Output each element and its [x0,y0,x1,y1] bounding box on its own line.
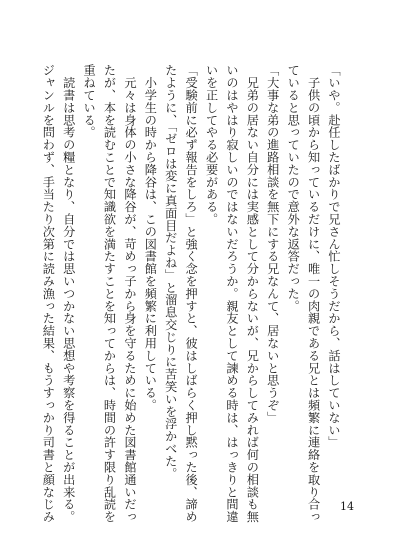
text-line: ジャンルを問わず、手当たり次第に読み漁った結果、もうすっかり司書と顔なじみ [41,64,56,523]
text-line: 小学生の時から降谷は、この図書館を頻繁に利用している。 [143,64,158,412]
text-line: 「大事な弟の進路相談を無下にする兄なんて、居ないと思うぞ」 [265,64,280,424]
text-line: 「いや。赴任したばかりで兄さん忙しそうだから、話はしていない」 [327,64,341,449]
text-line: 重ねている。 [82,64,97,139]
text-line: いのはやはり寂しいのではないだろうか。親友として諫める時は、はっきりと間違 [224,64,239,523]
page-number: 14 [340,500,354,513]
text-line: 読書は思考の糧となり、自分では思いつかない思想や考察を得ることが出来る。 [61,64,76,523]
text-line: たように、「ゼロは変に真面目だよね」と溜息交じりに苦笑いを浮かべた。 [163,64,178,480]
text-line: 元々は身体の小さな降谷が、苛めっ子から身を守るために始めた図書館通いだっ [122,64,137,523]
text-line: 子供の頃から知っているだけに、唯一の肉親である兄とは頻繁に連絡を取り合っ [306,64,321,523]
text-line: たが、本を読むことで知識欲を満たすことを知ってからは、時間の許す限り乱読を [102,64,117,523]
vertical-text-block [41,64,344,523]
text-line: ていると思っていたので意外な返答だった。 [286,64,301,312]
text-line: 兄弟の居ない自分には実感として分からないが、兄からしてみれば何の相談も無 [245,64,260,523]
text-line: 「受験前に必ず報告をしろ」と強く念を押すと、彼はしばらく押し黙った後、諦め [184,64,199,523]
text-line: いを正してやる必要がある。 [204,64,219,226]
